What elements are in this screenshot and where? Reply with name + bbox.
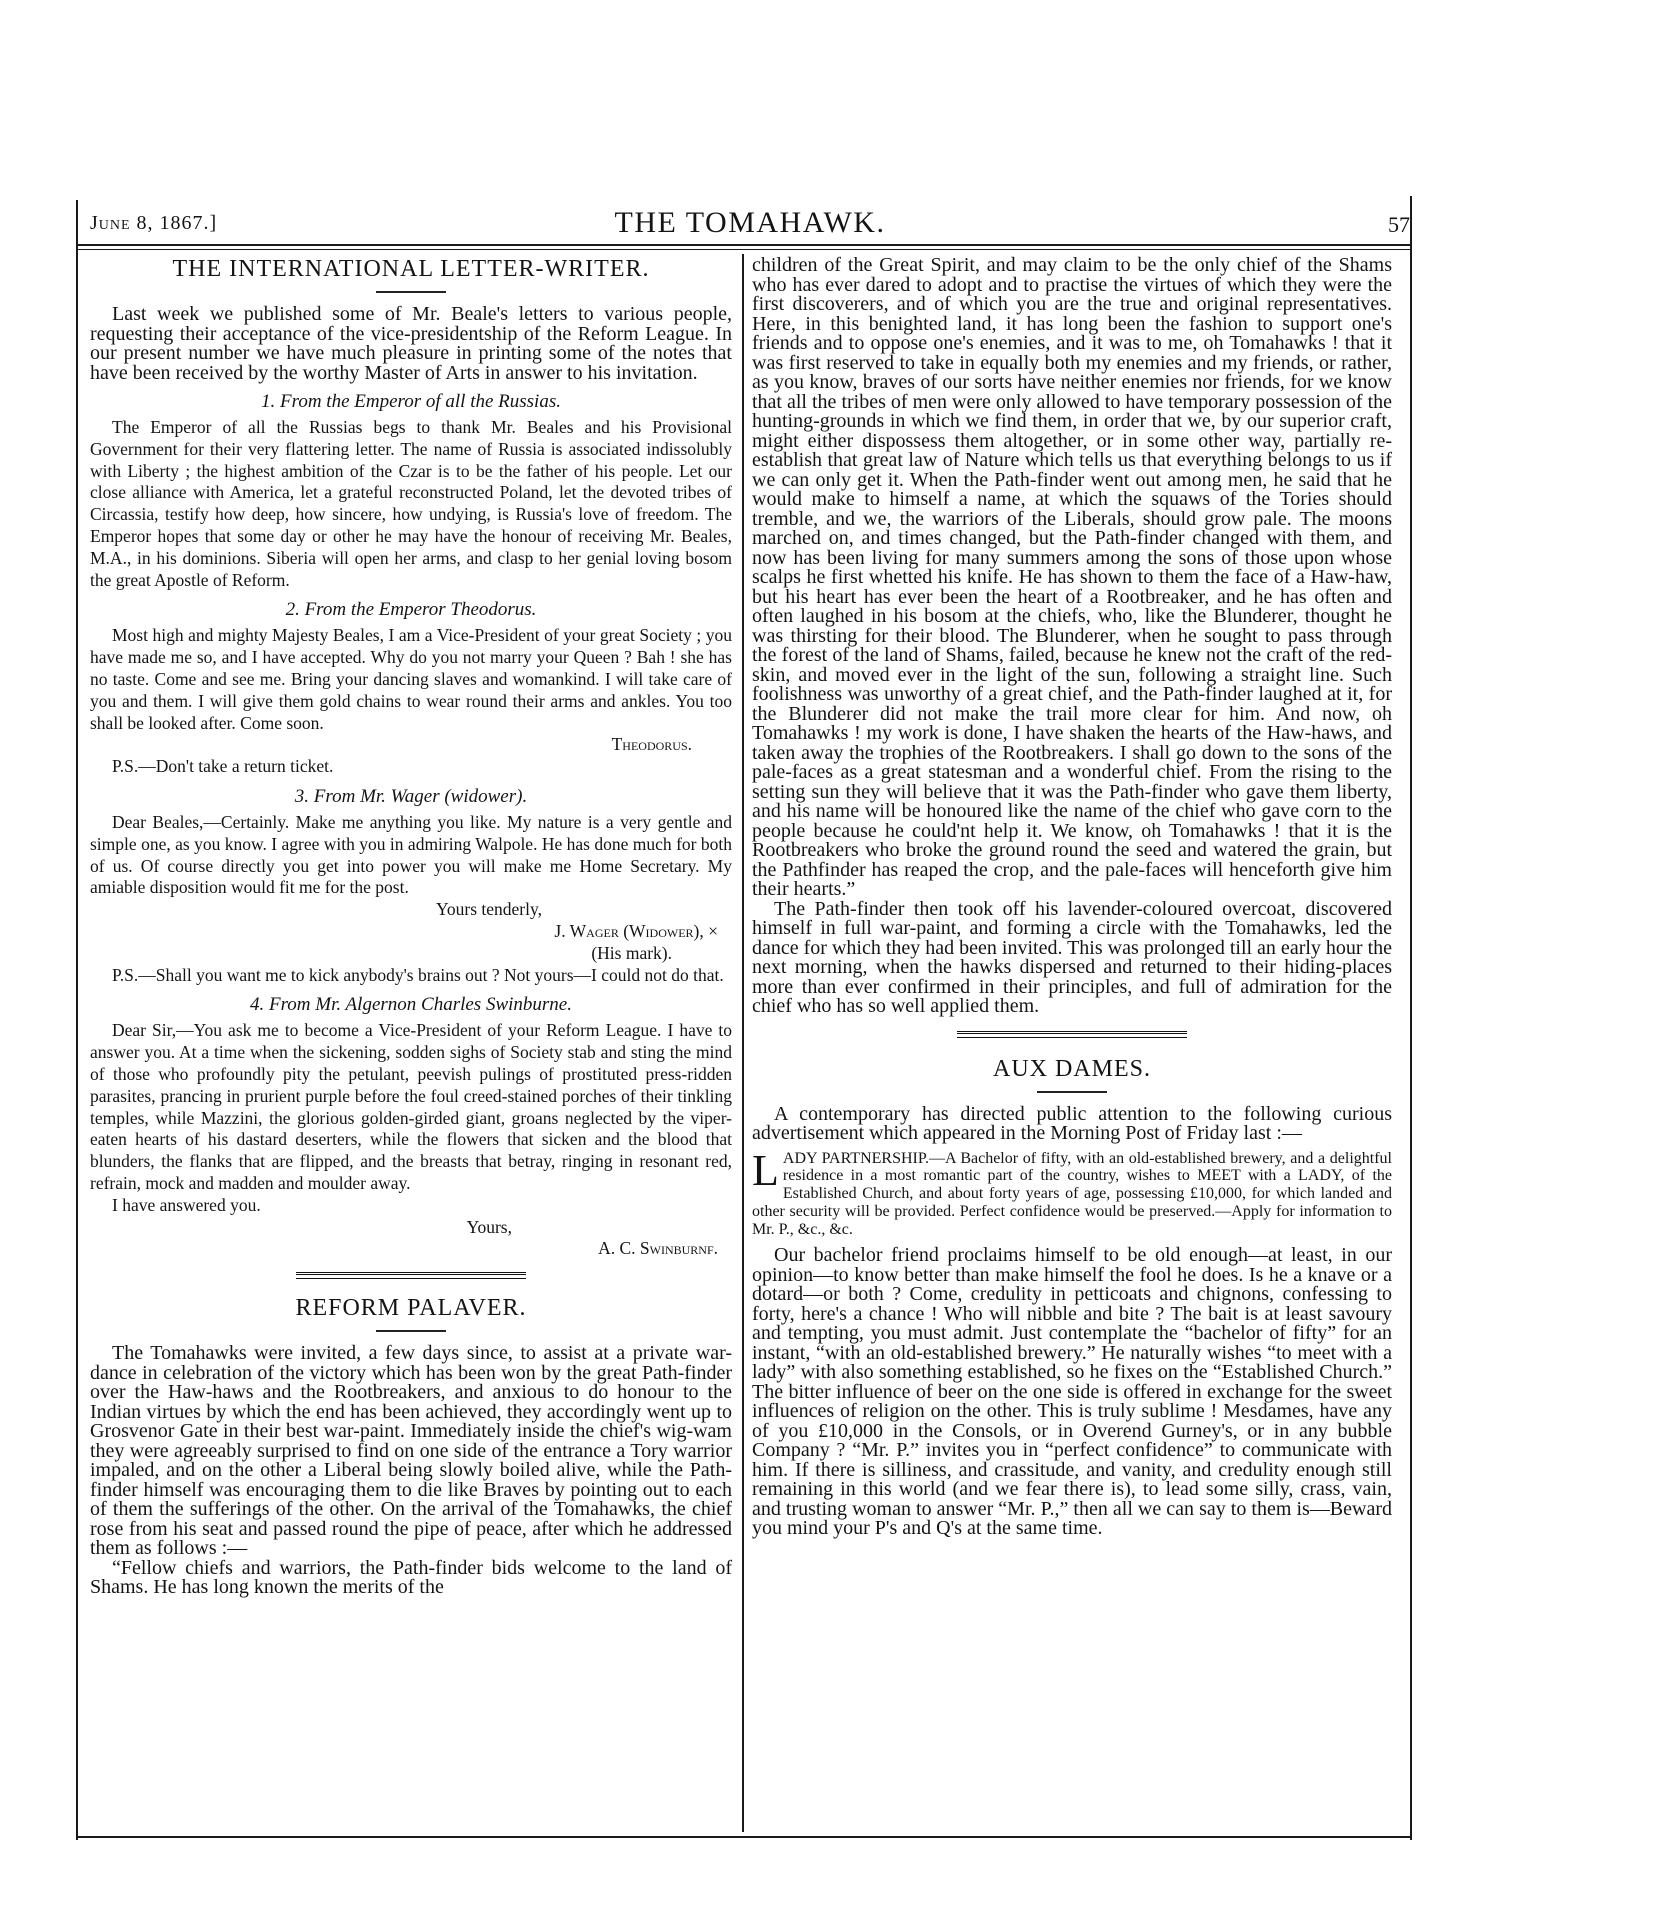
reform-palaver-closing: The Path-finder then took off his lavender-coloured overcoat, discovered himself in full war-paint, and forming a circle with the Tomahawks, led the dance for which they had been invited. This was prolonged till an early hour the next morning, when the hawks dispersed and returned to their hiding-places more than ever confirmed in their principles, and full of admiration for the chief who has so well applied them. [752, 897, 1392, 1017]
letter-closing: Yours, [466, 1216, 512, 1237]
article-title-reform-palaver: REFORM PALAVER. [295, 1295, 527, 1322]
page-number: 57 [1388, 212, 1410, 237]
aux-dames-body: Our bachelor friend proclaims himself to be old enough—at least, in our opinion—to know better than make himself the fool he does. Is he a knave or a dotard—or both ? Come, credulity in petticoats and chignons, confessing to forty, here's a chance ! Who will nibble and bite ? The bait is at least savoury and tempting, you must admit. Just contemplate the “bachelor of fifty” for an instant, “with an old-established brewery.” He naturally wishes “to meet with a lady” with also something established, so he fixes on the “Established Church.” The bitter influence of beer on the one side is offered in exchange for the sweet influences of religion on the other. This is truly sublime ! Mesdames, have any of you £10,000 in the Consols, or in Overend Gurney's, or in any bubble Company ? “Mr. P.” invites you in “perfect confidence” to communicate with him. If there is silliness, and crassitude, and vanity, and credulity enough still remaining in this world (and we fear there is), to lead some silly, crass, vain, and trusting woman to answer “Mr. P.,” then all we can say to them is—Beward you mind your P's and Q's at the same time. [752, 1244, 1392, 1540]
title-rule [1037, 1091, 1107, 1093]
letter-body: Dear Beales,—Certainly. Make me anything you like. My nature is a very gentle and simple one, as you know. I agree with you in admiring Walpole. He has done much for both of us. Of course directly you get into power you will make me Home Secretary. My amiable disposition would fit me for the post. [90, 811, 732, 898]
section-divider [957, 1031, 1187, 1038]
letter-postscript: P.S.—Shall you want me to kick anybody's brains out ? Not yours—I could not do that. [112, 964, 724, 985]
letter-writer-intro: Last week we published some of Mr. Beale's letters to various people, requesting their acceptance of the vice-presidentship of the Reform League. In our present number we have much pleasure in printing some of the notes that have been received by the worthy Master of Arts in answer to his invitation. [90, 303, 732, 384]
advertisement-quote [752, 1145, 1392, 1239]
advertisement-dropcap: L [752, 1145, 779, 1195]
letter-signature: Theodorus. [611, 734, 692, 755]
letter-body: Dear Sir,—You ask me to become a Vice-President of your Reform League. I have to answer you. At a time when the sickening, sodden sighs of Society stab and sting the mind of those who profoundly pity the petulant, peevish pulings of prostituted press-ridden parasites, prancing in prurient purple before the foul creed-stained porches of their tinkling temples, while Mazzini, the glorious golden-girded giant, groans neglected by the viper-eaten hearts of his dastard deserters, while the flowers that sicken and the blood that blunders, the flanks that are flipped, and the breasts that betray, ringing in resonant red, refrain, mock and madden and moulder away. [90, 1020, 732, 1193]
letter-heading: 4. From Mr. Algernon Charles Swinburne. [250, 994, 572, 1016]
left-column [90, 256, 732, 1598]
section-divider [296, 1272, 526, 1279]
letter-postscript: P.S.—Don't take a return ticket. [112, 756, 334, 777]
reform-palaver-speech: “Fellow chiefs and warriors, the Path-finder bids welcome to the land of Shams. He has long known the merits of the [90, 1556, 732, 1599]
right-column [752, 256, 1392, 1539]
title-rule [376, 1330, 446, 1332]
letter-closing: Yours tenderly, [436, 899, 542, 920]
letter-heading: 1. From the Emperor of all the Russias. [261, 391, 561, 412]
letter-heading: 2. From the Emperor Theodorus. [285, 599, 537, 621]
advertisement-text: ADY PARTNERSHIP.—A Bachelor of fifty, with an old-established brewery, and a delightful residence in a most romantic part of the country, wishes to MEET with a LADY, of the Established Church, and about forty years of age, possessing £10,000, for which landed and other security will be provided. Perfect confidence would be preserved.—Apply for information to Mr. P., &c., &c. [752, 1149, 1392, 1238]
letter-body: The Emperor of all the Russias begs to thank Mr. Beales and his Provisional Government for their very flattering letter. The name of Russia is associated indissolubly with Liberty ; the highest ambition of the Czar is to be the father of his people. Let our close alliance with America, let a grateful reconstructed Poland, let the devoted tribes of Circassia, testify how deep, how sincere, how undying, is Russia's love of freedom. The Emperor hopes that some day or other he may have the honour of receiving Mr. Beales, M.A., in his dominions. Siberia will open her arms, and clasp to her genial loving bosom the great Apostle of Reform. [90, 417, 732, 590]
right-border [1410, 196, 1412, 1840]
issue-date: June 8, 1867.] [90, 212, 218, 234]
header-rule-thin [78, 249, 1410, 250]
letter-answered: I have answered you. [112, 1194, 261, 1215]
reform-palaver-speech-continued: children of the Great Spirit, and may claim to be the only chief of the Shams who has ever dared to adopt and to practise the virtues of which they were the first discoverers, and of which you are the true and original representatives. Here, in this benighted land, it has long been the fashion to support one's friends and to oppose one's enemies, and it was to me, oh Tomahawks ! that it was first reserved to take in equally both my enemies and my friends, or rather, as you know, braves of our sorts have neither enemies nor friends, for we know that all the tribes of men were only allowed to have temporary possession of the hunting-grounds in which we find them, in order that we, by our superior craft, might either dispossess them altogether, or in some other way, partially re-establish that great law of Nature which tells us that everything belongs to us if we can only get it. When the Path-finder went out among men, he said that he would make to himself a name, at which the squaws of the Tories should tremble, and we, the warriors of the Liberals, should grow pale. The moons marched on, and times changed, but the Path-finder changed with them, and now has been living for many summers among the sons of those upon whose scalps he first whetted his knife. He has shown to them the face of a Haw-haw, but his heart has ever been the heart of a Rootbreaker, and he has often and often laughed in his bosom at the chiefs, who, like the Blunderer, thought he was thirsting for their blood. The Blunderer, when he sought to pass through the forest of the land of Shams, failed, because he knew not the craft of the red-skin, and moved ever in the light of the sun, following a straight line. Such foolishness was unworthy of a great chief, and the Path-finder laughed at it, for the Blunderer did not make the trail more clear for him. And now, oh Tomahawks ! my work is done, I have shaken the hearts of the Haw-haws, and taken away the trophies of the Rootbreakers. I shall go down to the sons of the pale-faces as a great statesman and a wonderful chief. From the rising to the setting sun they will believe that it was the Path-finder who gave them liberty, and his name will be honoured like the name of the chief who gave corn to the people because he could'nt help it. We know, oh Tomahawks ! that it is the Rootbreakers who broke the ground round the seed and watered the grain, but the Pathfinder has reaped the crop, and the pale-faces will henceforth give him their hearts.” [752, 254, 1392, 900]
letter-signature: A. C. Swinburnf. [598, 1238, 718, 1259]
letter-mark: (His mark). [591, 942, 672, 963]
header-rule [78, 244, 1410, 246]
article-title-aux-dames: AUX DAMES. [992, 1055, 1151, 1082]
aux-dames-intro: A contemporary has directed public attention to the following curious advertisement which appeared in the Morning Post of Friday last :— [752, 1102, 1392, 1144]
letter-signature: J. Wager (Widower), × [554, 920, 718, 941]
reform-palaver-body: The Tomahawks were invited, a few days since, to assist at a private war-dance in celebration of the victory which has been won by the great Path-finder over the Haw-haws and the Rootbreakers, and anxious to do honour to the Indian virtues by which the end has been achieved, they accordingly went up to Grosvenor Gate in their best war-paint. Immediately inside the chief's wig-wam they were agreeably surprised to find on one side of the entrance a Tory warrior impaled, and on the other a Liberal being slowly boiled alive, while the Path-finder himself was encouraging them to die like Braves by pointing out to each of them the sufferings of the other. On the arrival of the Tomahawks, the chief rose from his seat and passed round the pipe of peace, after which he addressed them as follows :— [90, 1342, 732, 1560]
letter-heading: 3. From Mr. Wager (widower). [294, 785, 528, 807]
page-header [90, 206, 1410, 242]
article-title-letter-writer: THE INTERNATIONAL LETTER-WRITER. [172, 256, 650, 282]
left-border [76, 200, 78, 1840]
letter-body: Most high and mighty Majesty Beales, I am a Vice-President of your great Society ; you have made me so, and I have accepted. Why do you not marry your Queen ? Bah ! she has no taste. Come and see me. Bring your dancing slaves and womankind. I will take care of you and them. I will give them gold chains to wear round their arms and ankles. You too shall be looked after. Come soon. [90, 625, 732, 733]
title-rule [376, 291, 446, 293]
column-divider [742, 254, 744, 1832]
masthead-title: THE TOMAHAWK. [614, 206, 886, 239]
bottom-rule [78, 1836, 1410, 1838]
